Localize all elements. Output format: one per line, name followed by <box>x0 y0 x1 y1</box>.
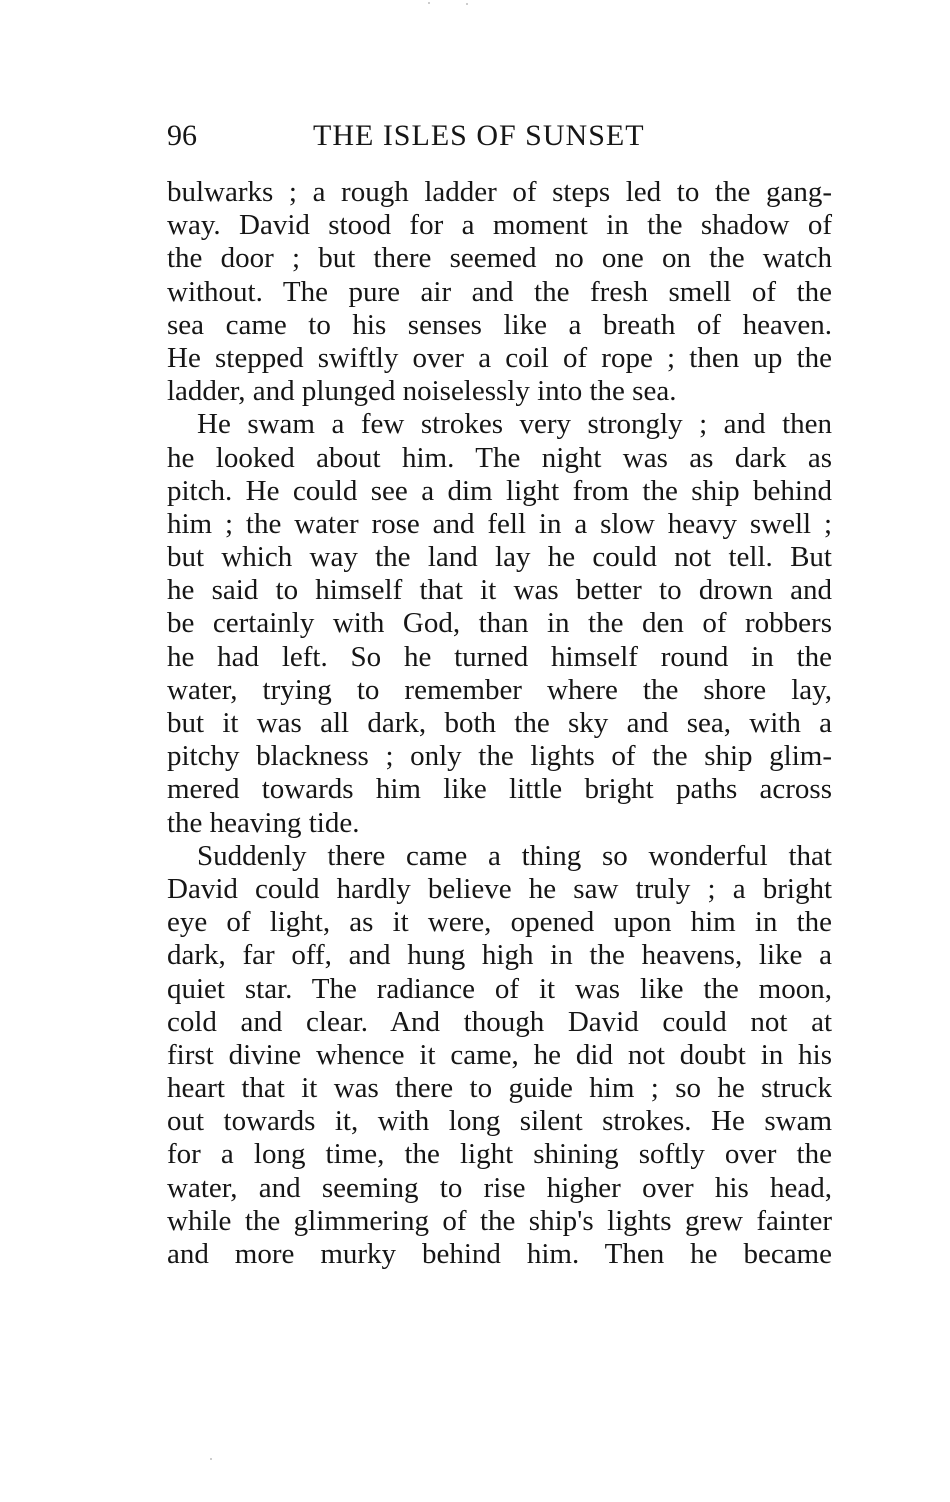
text-line: the door ; but there seemed no one on the watch <box>167 242 832 275</box>
text-line: without. The pure air and the fresh smell of the <box>167 275 832 308</box>
text-line: water, and seeming to rise higher over his head, <box>167 1171 832 1204</box>
text-line: way. David stood for a moment in the shadow of <box>167 209 832 242</box>
text-line: he had left. So he turned himself round in the <box>167 640 832 673</box>
text-line: for a long time, the light shining softly over the <box>167 1138 832 1171</box>
text-line: David could hardly believe he saw truly ; a bright <box>167 872 832 905</box>
text-line: he looked about him. The night was as dark as <box>167 441 832 474</box>
text-line: and more murky behind him. Then he became <box>167 1238 832 1270</box>
text-line: him ; the water rose and fell in a slow heavy swell ; <box>167 507 832 540</box>
text-line: sea came to his senses like a breath of heaven. <box>167 308 832 341</box>
text-line: while the glimmering of the ship's lights grew fainter <box>167 1204 832 1237</box>
text-line: but which way the land lay he could not tell. But <box>167 541 832 574</box>
text-line: Suddenly there came a thing so wonderful that <box>197 839 832 872</box>
text-line: ladder, and plunged noiselessly into the sea. <box>167 375 677 408</box>
text-line: dark, far off, and hung high in the heavens, like a <box>167 939 832 972</box>
text-line: He swam a few strokes very strongly ; and then <box>197 408 832 441</box>
paragraph-1 <box>167 176 832 408</box>
text-line: the heaving tide. <box>167 806 360 839</box>
text-line: heart that it was there to guide him ; so he struck <box>167 1072 832 1105</box>
text-line: he said to himself that it was better to drown and <box>167 574 832 607</box>
scan-speck <box>466 3 468 5</box>
text-line: He stepped swiftly over a coil of rope ; then up the <box>167 341 832 374</box>
text-line: quiet star. The radiance of it was like the moon, <box>167 972 832 1005</box>
page-header <box>167 116 832 156</box>
running-title: THE ISLES OF SUNSET <box>313 119 645 152</box>
text-line: bulwarks ; a rough ladder of steps led to the gang- <box>167 176 832 208</box>
text-line: pitchy blackness ; only the lights of the ship glim- <box>167 740 832 773</box>
body-text <box>167 176 832 1271</box>
text-line: mered towards him like little bright paths across <box>167 773 832 806</box>
paragraph-2 <box>167 408 832 839</box>
text-line: be certainly with God, than in the den of robbers <box>167 607 832 640</box>
text-line: water, trying to remember where the shore lay, <box>167 673 832 706</box>
text-line: but it was all dark, both the sky and sea, with a <box>167 707 832 739</box>
text-line: first divine whence it came, he did not doubt in his <box>167 1038 832 1071</box>
text-line: out towards it, with long silent strokes. He swam <box>167 1105 832 1138</box>
text-line: cold and clear. And though David could not at <box>167 1005 832 1038</box>
scan-speck <box>428 2 430 4</box>
text-line: pitch. He could see a dim light from the ship behind <box>167 474 832 507</box>
scan-speck <box>210 1458 212 1460</box>
text-line: eye of light, as it were, opened upon him in the <box>167 906 832 939</box>
page-number: 96 <box>167 119 197 152</box>
paragraph-3 <box>167 840 832 1271</box>
